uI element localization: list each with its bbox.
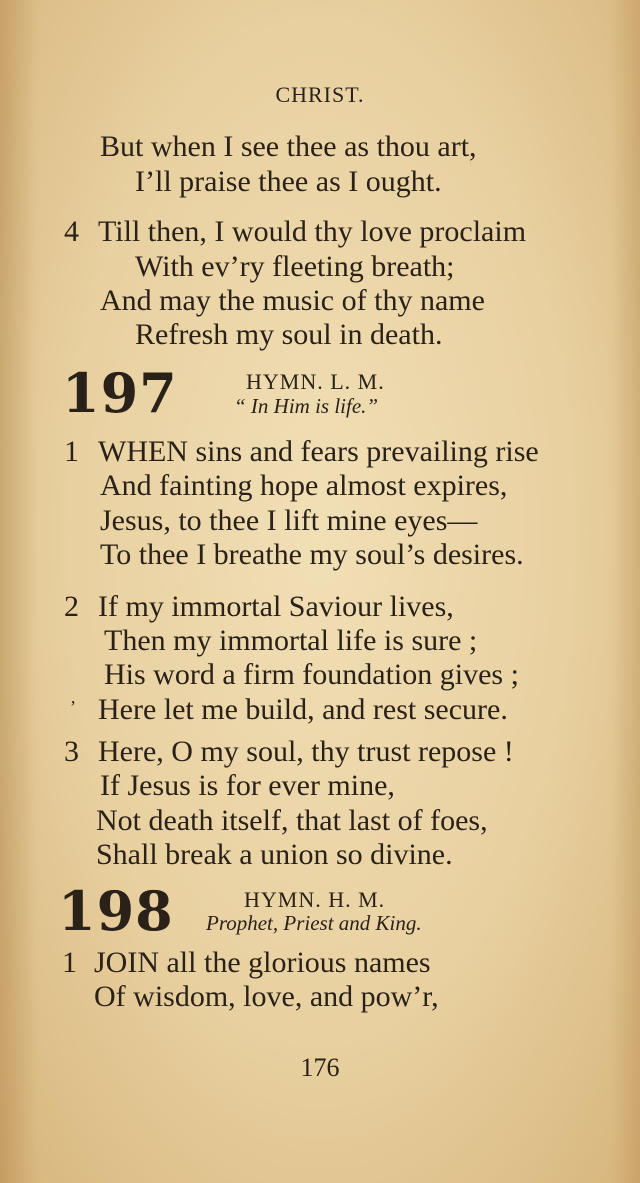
verse-line: Of wisdom, love, and pow’r, bbox=[94, 980, 439, 1013]
verse-line: Shall break a union so divine. bbox=[96, 838, 453, 871]
verse-line: And fainting hope almost expires, bbox=[100, 469, 508, 502]
hymn-number: 197 bbox=[62, 361, 178, 425]
verse-line: WHEN sins and fears prevailing rise bbox=[98, 435, 539, 468]
hymn-meter: HYMN. H. M. bbox=[244, 887, 386, 912]
verse-line: Here, O my soul, thy trust repose ! bbox=[98, 735, 514, 768]
verse-line: If Jesus is for ever mine, bbox=[100, 769, 395, 802]
hymn-subtitle: “ In Him is life.” bbox=[234, 394, 379, 418]
stray-mark: ’ bbox=[70, 697, 76, 717]
verse-line: To thee I breathe my soul’s desires. bbox=[100, 538, 524, 571]
hymn-meter: HYMN. L. M. bbox=[246, 369, 385, 394]
verse-line: But when I see thee as thou art, bbox=[100, 130, 477, 163]
verse-number: 1 bbox=[62, 946, 77, 979]
hymn-number: 198 bbox=[58, 879, 174, 943]
page-edge-shadow-left bbox=[0, 0, 38, 1183]
verse-line: Here let me build, and rest secure. bbox=[98, 693, 508, 726]
page-number: 176 bbox=[300, 1053, 340, 1082]
page-edge-shadow-right bbox=[610, 0, 640, 1183]
verse-line: His word a firm foundation gives ; bbox=[104, 658, 519, 691]
verse-line: I’ll praise thee as I ought. bbox=[135, 165, 442, 198]
verse-line: Refresh my soul in death. bbox=[135, 318, 443, 351]
verse-number: 3 bbox=[64, 735, 79, 768]
verse-number: 4 bbox=[64, 215, 79, 248]
verse-line: JOIN all the glorious names bbox=[94, 946, 431, 979]
verse-line: And may the music of thy name bbox=[100, 284, 485, 317]
verse-line: If my immortal Saviour lives, bbox=[98, 590, 454, 623]
verse-number: 2 bbox=[64, 590, 79, 623]
running-head: CHRIST. bbox=[275, 82, 365, 107]
verse-line: Not death itself, that last of foes, bbox=[96, 804, 488, 837]
verse-line: Jesus, to thee I lift mine eyes— bbox=[100, 504, 478, 537]
hymn-subtitle: Prophet, Priest and King. bbox=[206, 911, 422, 935]
verse-number: 1 bbox=[64, 435, 79, 468]
verse-line: Then my immortal life is sure ; bbox=[104, 624, 478, 657]
verse-line: With ev’ry fleeting breath; bbox=[135, 250, 455, 283]
verse-line: Till then, I would thy love proclaim bbox=[98, 215, 527, 248]
